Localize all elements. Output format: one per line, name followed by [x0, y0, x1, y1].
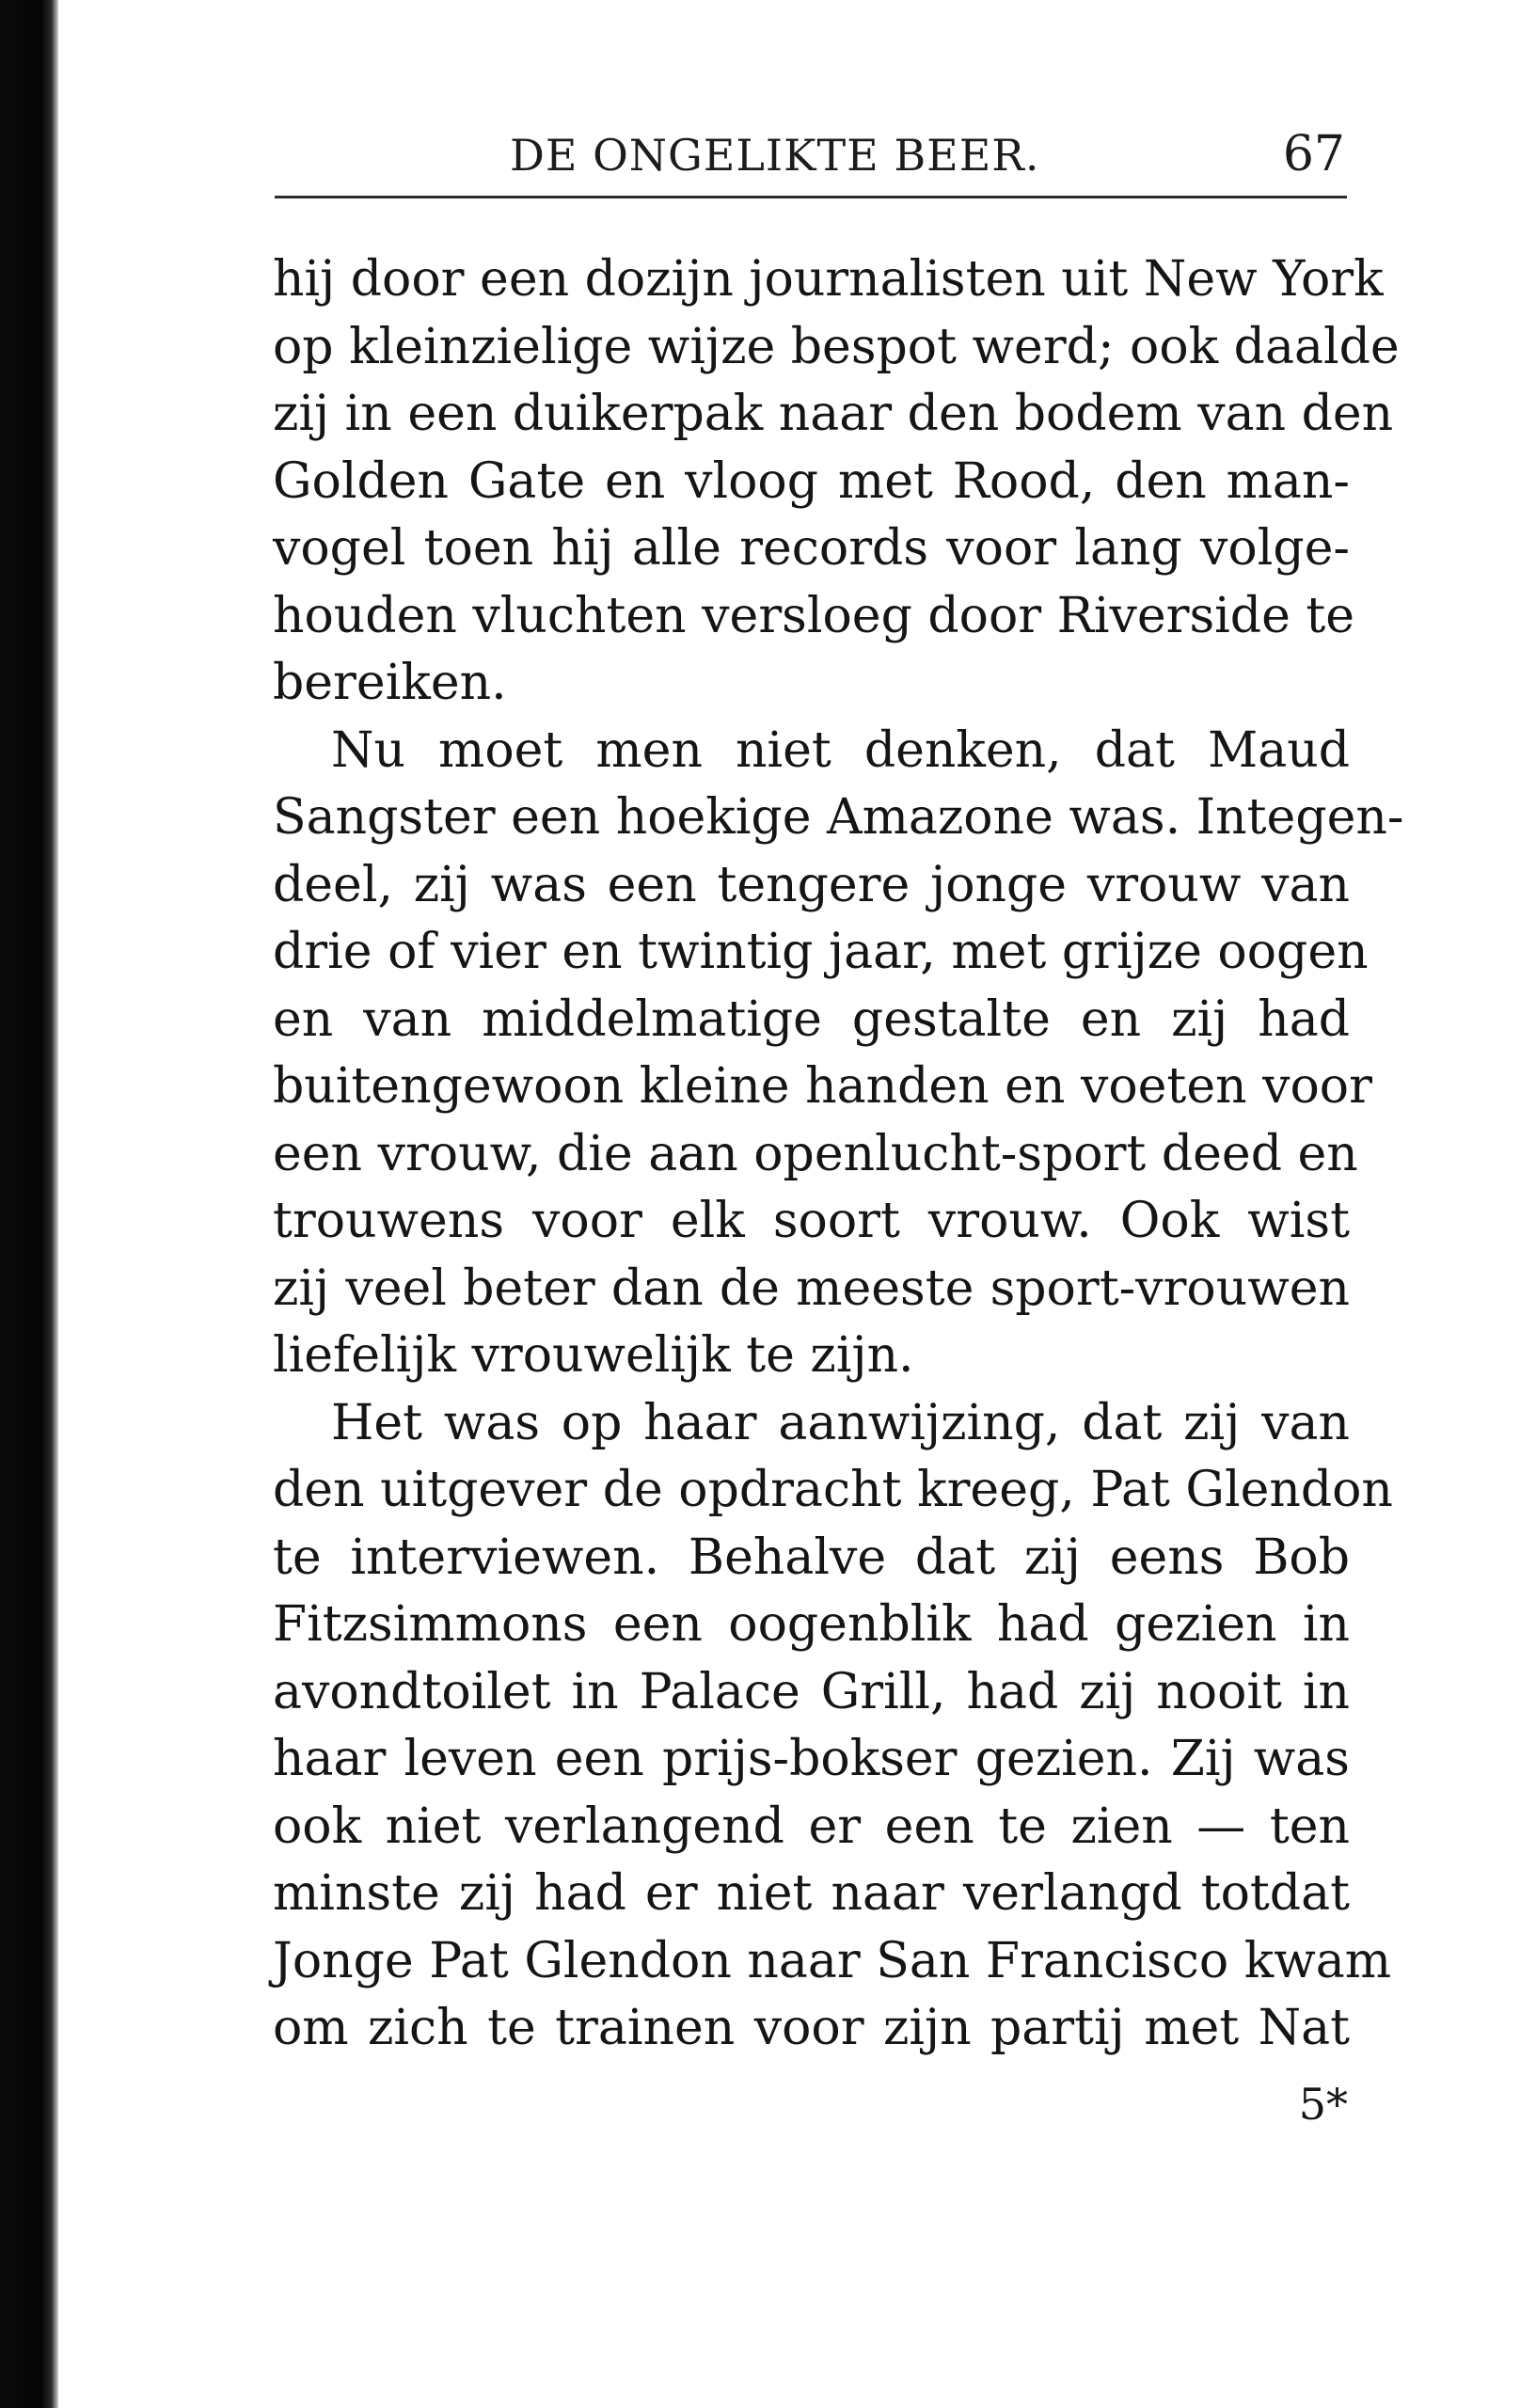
- text-line: haar leven een prijs-bokser gezien. Zij was: [273, 1731, 1350, 1787]
- body-text: [273, 246, 1404, 2063]
- text-line: hij door een dozijn journalisten uit New York: [273, 251, 1384, 308]
- text-line: vogel toen hij alle records voor lang volge-: [273, 520, 1350, 577]
- text-line: den uitgever de opdracht kreeg, Pat Glendon: [273, 1462, 1393, 1518]
- text-line: bereiken.: [273, 655, 507, 711]
- text-line: ook niet verlangend er een te zien — ten: [273, 1798, 1350, 1855]
- page-number: 67: [1282, 126, 1345, 182]
- text-line: Het was op haar aanwijzing, dat zij van: [331, 1394, 1350, 1451]
- text-line: een vrouw, die aan openlucht-sport deed en: [273, 1125, 1358, 1182]
- text-line: liefelijk vrouwelijk te zijn.: [273, 1327, 914, 1384]
- text-line: deel, zij was een tengere jonge vrouw van: [273, 856, 1350, 913]
- text-line: zij in een duikerpak naar den bodem van den: [273, 386, 1394, 442]
- text-line: zij veel beter dan de meeste sport-vrouwen: [273, 1259, 1350, 1317]
- text-line: houden vluchten versloeg door Riverside te: [273, 587, 1355, 644]
- text-line: op kleinzielige wijze bespot werd; ook daalde: [273, 318, 1400, 375]
- text-line: te interviewen. Behalve dat zij eens Bob: [273, 1529, 1350, 1586]
- text-line: en van middelmatige gestalte en zij had: [273, 990, 1350, 1048]
- text-line: om zich te trainen voor zijn partij met Nat: [273, 2000, 1350, 2056]
- text-line: drie of vier en twintig jaar, met grijze oogen: [273, 924, 1369, 980]
- text-line: Fitzsimmons een oogenblik had gezien in: [273, 1596, 1350, 1653]
- text-line: avondtoilet in Palace Grill, had zij nooit in: [273, 1663, 1350, 1720]
- running-title: DE ONGELIKTE BEER.: [510, 130, 1040, 181]
- binding-edge: [0, 0, 58, 2408]
- running-head: [275, 120, 1347, 196]
- header-rule: [275, 196, 1347, 198]
- signature-mark: 5*: [1298, 2079, 1348, 2130]
- text-line: Nu moet men niet denken, dat Maud: [331, 721, 1350, 779]
- text-line: trouwens voor elk soort vrouw. Ook wist: [273, 1193, 1350, 1249]
- text-line: Golden Gate en vloog met Rood, den man-: [273, 452, 1350, 510]
- text-line: Jonge Pat Glendon naar San Francisco kwam: [273, 1932, 1392, 1989]
- text-line: buitengewoon kleine handen en voeten voor: [273, 1058, 1372, 1115]
- text-line: minste zij had er niet naar verlangd totdat: [273, 1865, 1350, 1922]
- text-line: Sangster een hoekige Amazone was. Integen-: [273, 789, 1404, 846]
